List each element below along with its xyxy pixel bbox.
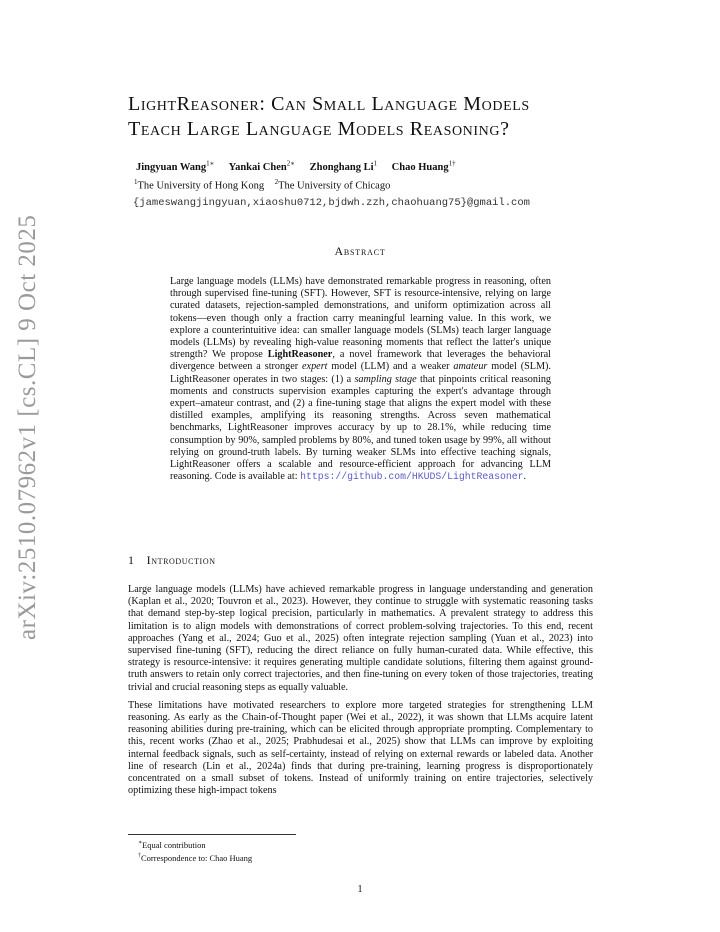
footnotes xyxy=(138,838,252,864)
author: Zhonghang Li$^1$ xyxy=(309,159,378,173)
affiliation: The University of Hong Kong xyxy=(137,180,265,192)
abstract-body: Large language models (LLMs) have demonstrated remarkable progress in reasoning, often through supervised fine-tuning (SFT). However, SFT is resource-intensive, relying on large curated datasets, rejection-sampled demonstrations, and uniform optimization across all tokens—even though only a fraction carry meaningful learning value. In this work, we explore a counterintuitive idea: can smaller language models (SLMs) teach larger language models (LLMs) by revealing high-value reasoning moments that reflect the latter's unique strength? We propose LightReasoner, a novel framework that leverages the behavioral divergence between a stronger expert model (LLM) and a weaker amateur model (SLM). LightReasoner operates in two stages: (1) a sampling stage that pinpoints critical reasoning moments and constructs supervision examples capturing the expert's advantage through expert–amateur contrast, and (2) a fine-tuning stage that aligns the expert model with these distilled examples, amplifying its reasoning strengths. Across seven mathematical benchmarks, LightReasoner improves accuracy by up to 28.1%, while reducing time consumption by 90%, sampled problems by 80%, and tuned token usage by 99%, all without relying on ground-truth labels. By turning weaker SLMs into effective teaching signals, LightReasoner offers a scalable and resource-efficient approach for advancing LLM reasoning. Code is available at: https://github.com/HKUDS/LightReasoner. xyxy=(170,276,552,483)
paper-title xyxy=(128,92,608,142)
author-emails: {jameswangjingyuan,xiaoshu0712,bjdwh.zzh,chaohuang75}@gmail.com xyxy=(133,197,530,209)
abstract-heading: Abstract xyxy=(334,244,386,258)
paragraph: Large language models (LLMs) have achieved remarkable progress in language understanding and generation (Kaplan et al., 2020; Touvron et al., 2023). However, they continue to struggle with systematic reasoning tasks that demand step-by-step logical precision, particularly in mathematics. A prevalent strategy to address this limitation is to align models with demonstrations of correct problem-solving trajectories. To this end, recent approaches (Yang et al., 2024; Guo et al., 2025) often integrate rejection sampling (Yuan et al., 2023) into supervised fine-tuning (SFT), reducing the direct reliance on fully human-curated data. While effective, this strategy is resource-intensive: it requires generating multiple candidate solutions, filtering them against ground-truth answers to retain only correct trajectories, and then fine-tuning on every token of those trajectories, treating trivial and crucial reasoning steps as equally valuable. xyxy=(128,584,593,693)
title-line-1: LightReasoner: Can Small Language Models xyxy=(128,93,530,115)
footnote: †Correspondence to: Chao Huang xyxy=(138,852,253,863)
page-number: 1 xyxy=(357,884,363,895)
title-line-2: Teach Large Language Models Reasoning? xyxy=(128,118,510,140)
section-heading: 1 Introduction xyxy=(128,553,216,567)
affiliations: $^1$The University of Hong Kong $^2$The University of Chicago xyxy=(134,178,391,192)
author-list xyxy=(136,159,468,173)
affiliation: The University of Chicago xyxy=(278,180,391,192)
footnote-rule xyxy=(128,834,296,835)
paragraph: These limitations have motivated researchers to explore more targeted strategies for strengthening LLM reasoning. As early as the Chain-of-Thought paper (Wei et al., 2022), it was shown that LLMs acquire latent reasoning abilities during pre-training, which can be elicited through appropriate prompting. Complementary to this, recent works (Zhao et al., 2025; Prabhudesai et al., 2025) show that LLMs can improve by exploiting internal feedback signals, such as self-certainty, instead of relying on external rewards or labeled data. Another line of research (Lin et al., 2024a) finds that during pre-training, learning progress is disproportionately concentrated on a small subset of tokens. Instead of uniformly training on entire trajectories, selectively optimizing these high-impact tokens xyxy=(128,699,593,797)
arxiv-identifier: arXiv:2510.07962v1 [cs.CL] 9 Oct 2025 xyxy=(14,214,41,640)
author: Jingyuan Wang$^{1∗}$ xyxy=(136,159,215,173)
author: Chao Huang$^{1\dagger}$ xyxy=(391,159,456,173)
footnote: ∗Equal contribution xyxy=(138,839,206,850)
section-body xyxy=(128,584,593,803)
code-link[interactable]: https://github.com/HKUDS/LightReasoner xyxy=(300,471,524,483)
author: Yankai Chen$^{2∗}$ xyxy=(228,159,295,173)
